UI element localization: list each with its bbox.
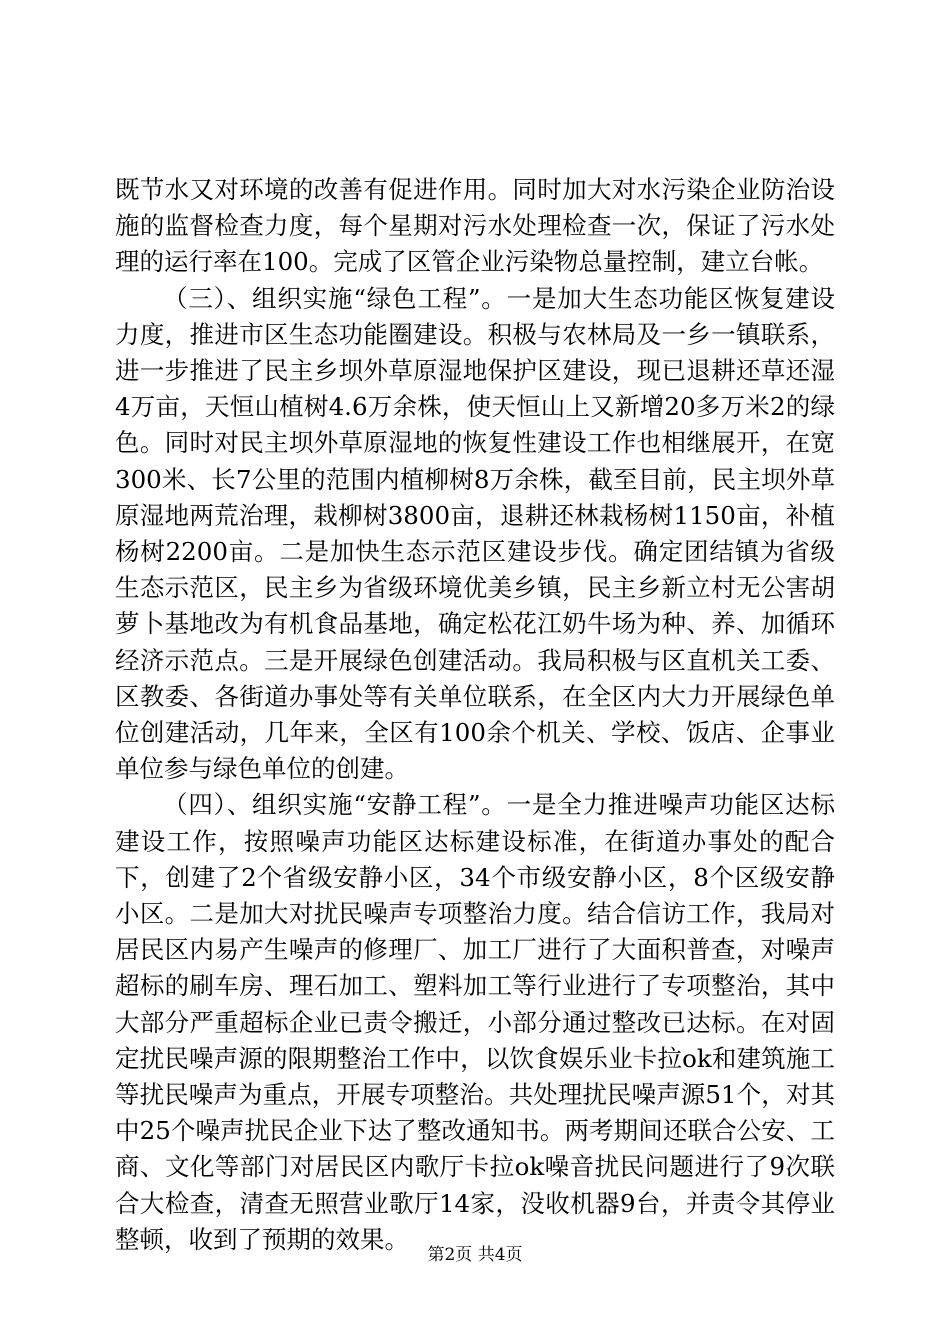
page-footer: 第2页 共4页 <box>427 1245 523 1265</box>
document-body <box>115 172 835 1258</box>
paragraph-water-pollution: 既节水又对环境的改善有促进作用。同时加大对水污染企业防治设施的监督检查力度，每个星期对污水处理检查一次，保证了污水处理的运行率在100。完成了区管企业污染物总量控制，建立台帐。 <box>115 175 835 277</box>
paragraph-quiet-project: （四）、组织实施“安静工程”。一是全力推进噪声功能区达标建设工作，按照噪声功能区达标建设标准，在街道办事处的配合下，创建了2个省级安静小区，34个市级安静小区，8个区级安静小区。二是加大对扰民噪声专项整治力度。结合信访工作，我局对居民区内易产生噪声的修理厂、加工厂进行了大面积普查，对噪声超标的刷车房、理石加工、塑料加工等行业进行了专项整治，其中大部分严重超标企业已责令搬迁，小部分通过整改已达标。在对固定扰民噪声源的限期整治工作中，以饮食娱乐业卡拉ok和建筑施工等扰民噪声为重点，开展专项整治。共处理扰民噪声源51个，对其中25个噪声扰民企业下达了整改通知书。两考期间还联合公安、工商、文化等部门对居民区内歌厅卡拉ok噪音扰民问题进行了9次联合大检查，清查无照营业歌厅14家，没收机器9台，并责令其停业整顿，收到了预期的效果。 <box>115 790 835 1254</box>
paragraph-green-project: （三）、组织实施“绿色工程”。一是加大生态功能区恢复建设力度，推进市区生态功能圈建设。积极与农林局及一乡一镇联系，进一步推进了民主乡坝外草原湿地保护区建设，现已退耕还草还湿4万亩，天恒山植树4.6万余株，使天恒山上又新增20多万米2的绿色。同时对民主坝外草原湿地的恢复性建设工作也相继展开，在宽300米、长7公里的范围内植柳树8万余株，截至目前，民主坝外草原湿地两荒治理，栽柳树3800亩，退耕还林栽杨树1150亩，补植杨树2200亩。二是加快生态示范区建设步伐。确定团结镇为省级生态示范区，民主乡为省级环境优美乡镇，民主乡新立村无公害胡萝卜基地改为有机食品基地，确定松花江奶牛场为种、养、加循环经济示范点。三是开展绿色创建活动。我局积极与区直机关工委、区教委、各街道办事处等有关单位联系，在全区内大力开展绿色单位创建活动，几年来，全区有100余个机关、学校、饭店、企事业单位参与绿色单位的创建。 <box>115 283 835 784</box>
